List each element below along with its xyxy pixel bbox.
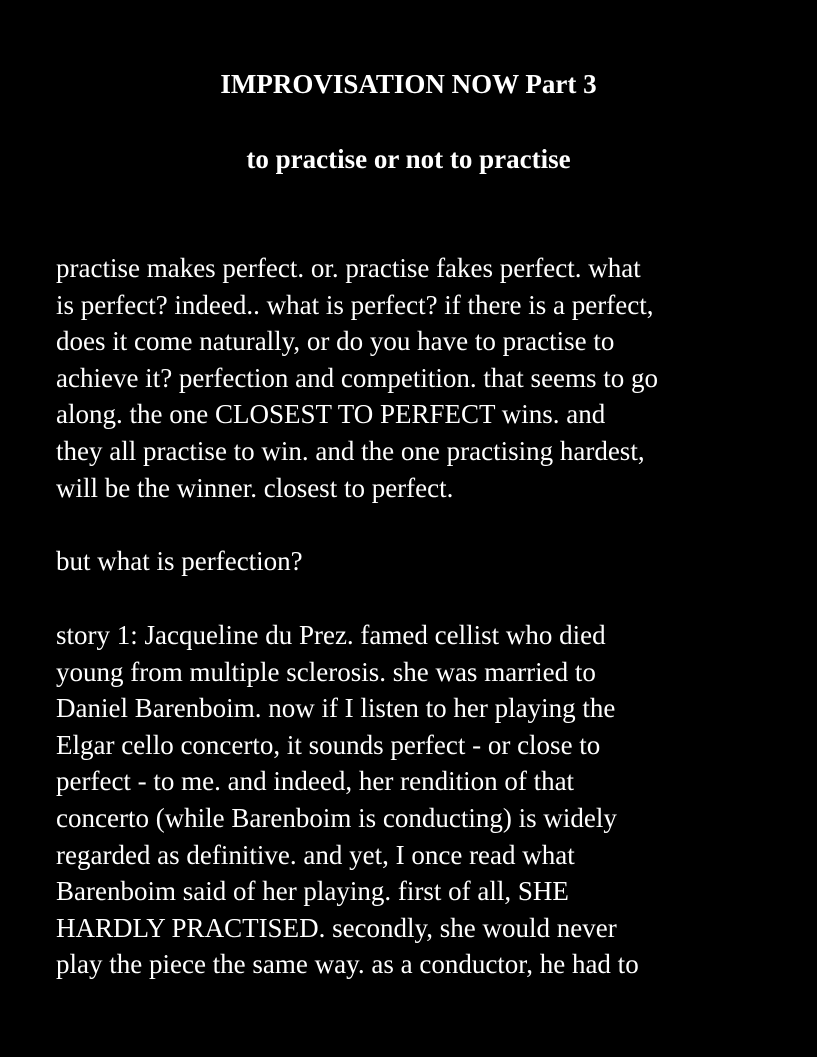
text-line: along. the one CLOSEST TO PERFECT wins. and — [56, 399, 606, 430]
paragraph-story-1 — [56, 617, 796, 983]
paragraph-question — [56, 543, 796, 580]
text-line: does it come naturally, or do you have to practise to — [56, 326, 615, 357]
text-line: will be the winner. closest to perfect. — [56, 472, 454, 503]
text-line: Daniel Barenboim. now if I listen to her playing the — [56, 693, 616, 724]
text-line: HARDLY PRACTISED. secondly, she would never — [56, 912, 617, 943]
text-line: they all practise to win. and the one practising hardest, — [56, 435, 645, 466]
text-line: perfect - to me. and indeed, her rendition of that — [56, 766, 575, 797]
text-line: story 1: Jacqueline du Prez. famed cellist who died — [56, 620, 606, 650]
text-line: Elgar cello concerto, it sounds perfect - or close to — [56, 729, 601, 760]
text-line: practise makes perfect. or. practise fakes perfect. what — [56, 253, 641, 283]
text-line: regarded as definitive. and yet, I once read what — [56, 839, 575, 870]
text-line: young from multiple sclerosis. she was married to — [56, 656, 596, 687]
text-line: concerto (while Barenboim is conducting) is widely — [56, 802, 617, 833]
text-line: play the piece the same way. as a conductor, he had to — [56, 949, 639, 980]
page-title: IMPROVISATION NOW Part 3 — [220, 69, 597, 99]
text-line: is perfect? indeed.. what is perfect? if there is a perfect, — [56, 289, 654, 320]
paragraph-intro — [56, 250, 796, 506]
text-line: but what is perfection? — [56, 546, 303, 576]
text-line: achieve it? perfection and competition. that seems to go — [56, 362, 659, 393]
text-line: Barenboim said of her playing. first of all, SHE — [56, 876, 569, 907]
page-subtitle: to practise or not to practise — [246, 144, 571, 174]
